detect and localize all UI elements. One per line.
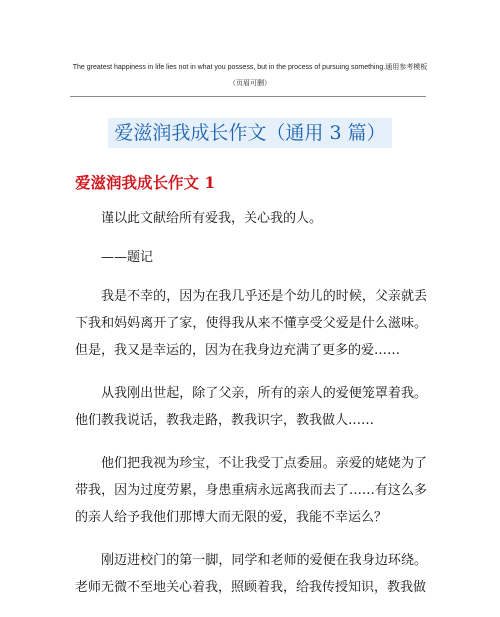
paragraph: 我是不幸的，因为在我几乎还是个幼儿的时候，父亲就丢下我和妈妈离开了家，使得我从来不懂享受父爱是什么滋味。但是，我又是幸运的，因为在我身边充满了更多的爱…… xyxy=(75,289,427,358)
header-divider xyxy=(70,96,426,97)
paragraph: 从我刚出世起，除了父亲，所有的亲人的爱便笼罩着我。他们教我说话，教我走路，教我识字，教我做人…… xyxy=(75,386,427,428)
paragraph: 谨以此文献给所有爱我，关心我的人。 xyxy=(101,211,323,226)
paragraph: 他们把我视为珍宝，不让我受丁点委屈。亲爱的姥姥为了带我，因为过度劳累，身患重病永远离我而去了……有这么多的亲人给予我他们那博大而无限的爱，我能不幸运么？ xyxy=(75,456,427,525)
paragraph-epigraph: ——题记 xyxy=(101,250,154,265)
page-header-note: The greatest happiness in life lies not in what you possess, but in the process of pursuing something.通用参考模板（页眉可删） xyxy=(72,64,428,87)
document-title xyxy=(0,109,500,148)
section-heading: 爱滋润我成长作文 1 xyxy=(75,173,216,192)
essay-body xyxy=(75,205,427,617)
paragraph: 刚迈进校门的第一脚，同学和老师的爱便在我身边环绕。老师无微不至地关心着我，照顾着我，给我传授知识，教我做 xyxy=(75,553,427,595)
document-title-text: 爱滋润我成长作文（通用 3 篇） xyxy=(108,118,391,148)
